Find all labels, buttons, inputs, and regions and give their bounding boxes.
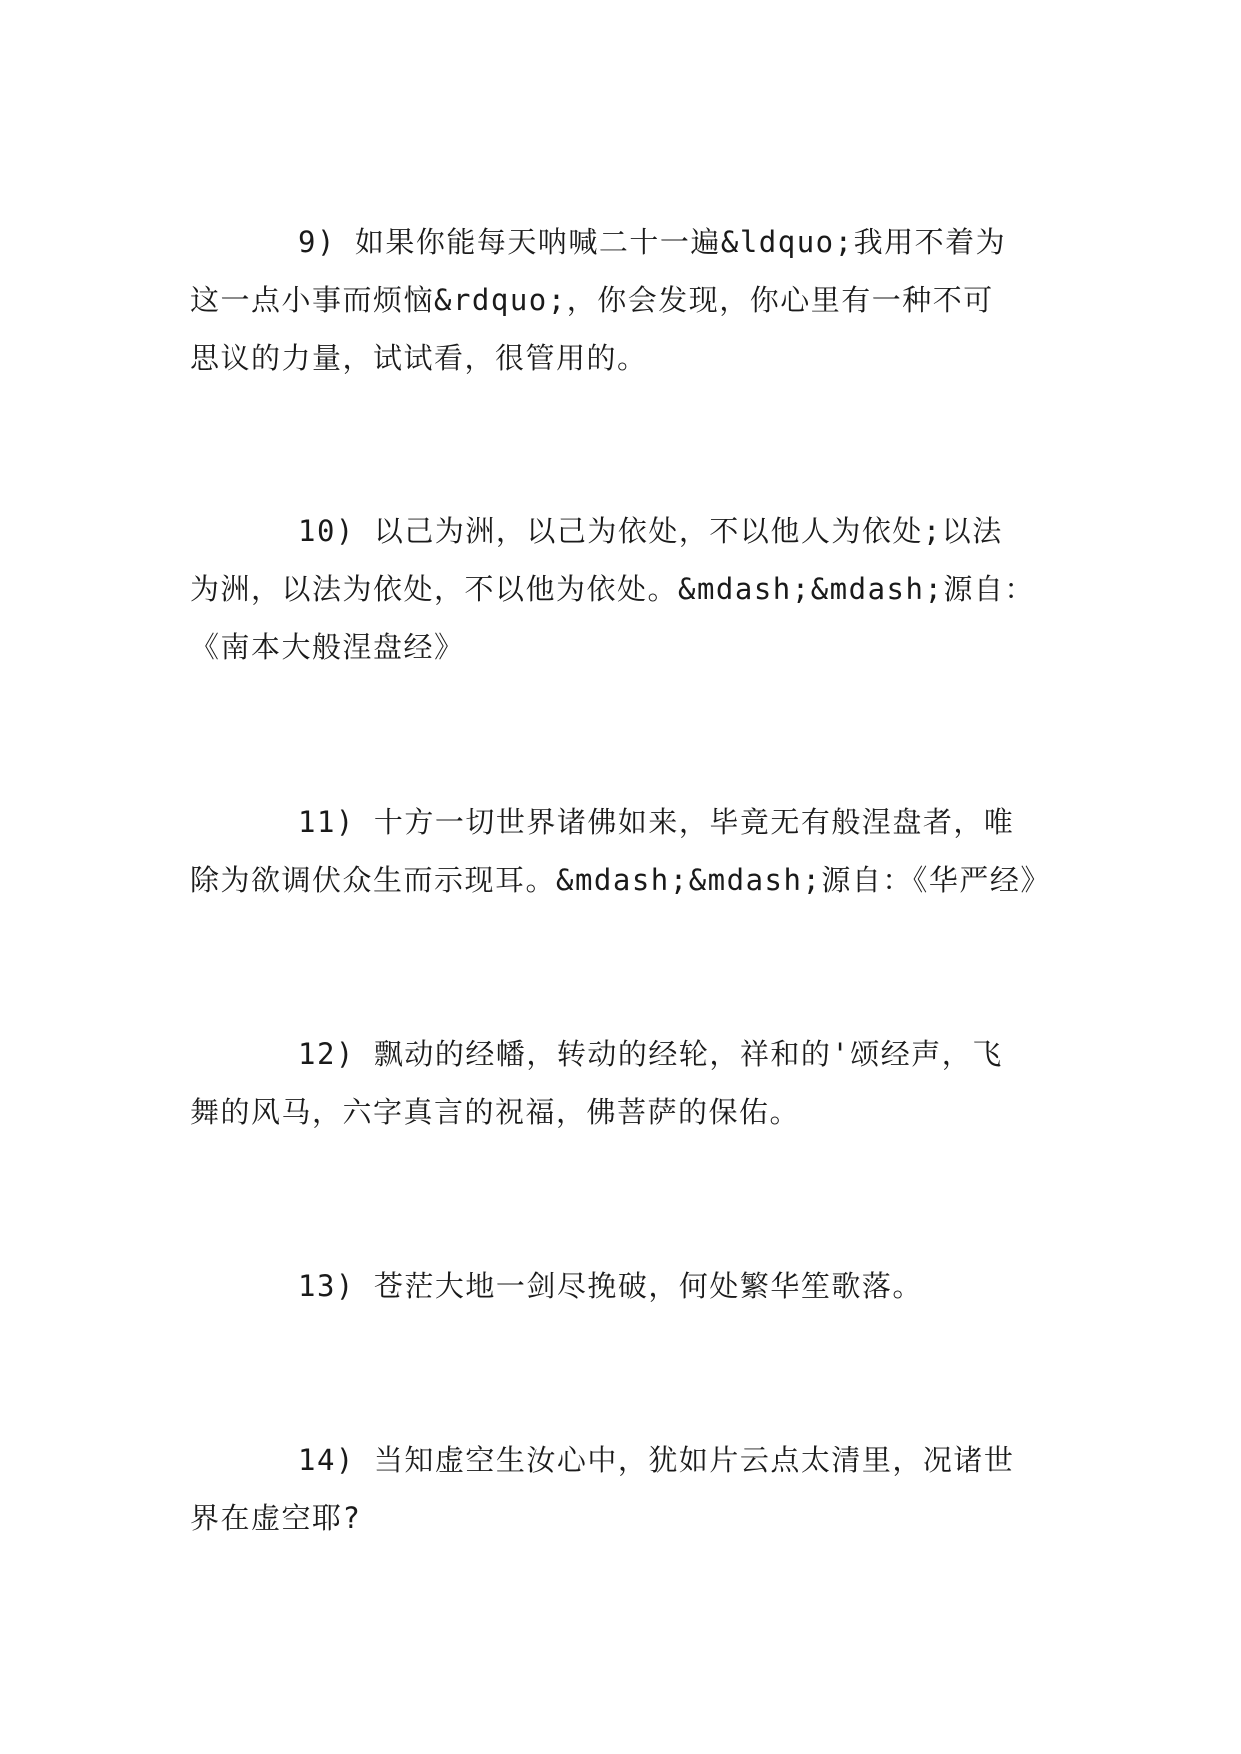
paragraph-11 [190,793,1090,909]
paragraph-line: 思议的力量，试试看，很管用的。 [190,341,648,375]
paragraph-10 [190,502,1090,676]
paragraph-line: 这一点小事而烦恼&rdquo;，你会发现，你心里有一种不可 [190,283,994,317]
paragraph-line: 10) 以己为洲，以己为依处，不以他人为依处;以法 [298,514,1003,548]
paragraph-line: 《南本大般涅盘经》 [190,630,465,664]
paragraph-line: 9) 如果你能每天呐喊二十一遍&ldquo;我用不着为 [298,225,1007,259]
paragraph-line: 界在虚空耶? [190,1501,362,1535]
paragraph-line: 为洲，以法为依处，不以他为依处。&mdash;&mdash;源自： [190,572,1035,606]
paragraph-line: 除为欲调伏众生而示现耳。&mdash;&mdash;源自：《华严经》 [190,863,1051,897]
paragraph-line: 14) 当知虚空生汝心中，犹如片云点太清里，况诸世 [298,1443,1015,1477]
paragraph-line: 11) 十方一切世界诸佛如来，毕竟无有般涅盘者，唯 [298,805,1015,839]
paragraph-12 [190,1025,1090,1141]
paragraph-9 [190,213,1090,387]
paragraph-13 [190,1257,1090,1315]
paragraph-14 [190,1431,1090,1547]
paragraph-line: 12) 飘动的经幡，转动的经轮，祥和的'颂经声，飞 [298,1037,1003,1071]
paragraph-line: 舞的风马，六字真言的祝福，佛菩萨的保佑。 [190,1095,801,1129]
paragraph-line: 13) 苍茫大地一剑尽挽破，何处繁华笙歌落。 [298,1269,923,1303]
